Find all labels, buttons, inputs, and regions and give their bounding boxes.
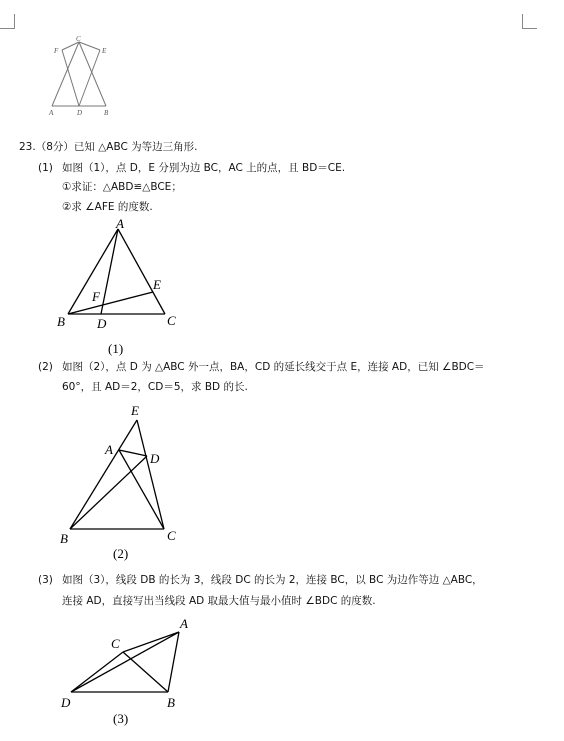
fig1-segment-be — [68, 292, 153, 314]
part1-tag: (1) — [38, 162, 53, 174]
part1-text: 如图（1），点 D，E 分别为边 BC，AC 上的点，且 BD＝CE. — [62, 162, 346, 174]
fig1-side-ac — [118, 229, 165, 314]
fig3-side-ab — [168, 632, 179, 692]
fig3-side-bc — [123, 652, 168, 692]
fig1-label-d: D — [97, 316, 107, 331]
top-fig-label-a: A — [49, 109, 54, 116]
part3-line1: 如图（3），线段 DB 的长为 3，线段 DC 的长为 2，连接 BC，以 BC 为边作等边 △ABC， — [62, 574, 483, 586]
fig1-label-e: E — [153, 277, 161, 292]
fig3-segment-ad — [71, 632, 179, 692]
fig2-label-e: E — [131, 403, 139, 418]
fig1-label-f: F — [92, 289, 100, 304]
figure-2 — [55, 400, 195, 565]
part1-sub1: ①求证：△ABD≌△BCE； — [62, 181, 182, 193]
part2-line1: 如图（2），点 D 为 △ABC 外一点，BA，CD 的延长线交于点 E，连接 AD，已知 ∠BDC＝ — [62, 361, 485, 373]
fig1-label-b: B — [57, 314, 65, 329]
top-fig-label-d: D — [77, 109, 83, 116]
part2-line2: 60°，且 AD＝2，CD＝5，求 BD 的长. — [62, 381, 248, 393]
part3-tag: (3) — [38, 574, 53, 586]
problem-score: （8分） — [35, 141, 74, 153]
top-fig-label-c: C — [76, 35, 81, 43]
problem-header — [19, 140, 198, 154]
fig2-segment-ad — [119, 450, 147, 456]
fig1-label-c: C — [167, 313, 176, 328]
fig3-segment-dc — [71, 652, 123, 692]
fig3-label-d: D — [61, 695, 71, 710]
top-figure — [40, 34, 120, 116]
problem-number: 23. — [19, 141, 36, 153]
part1-sub2: ②求 ∠AFE 的度数. — [62, 201, 153, 213]
fig3-side-ac — [123, 632, 179, 652]
fig3-caption: (3) — [113, 711, 129, 726]
fig1-caption: (1) — [108, 341, 124, 356]
fig2-label-b: B — [60, 531, 68, 546]
fig2-line-ce — [137, 420, 164, 529]
fig3-label-b: B — [167, 695, 175, 710]
crop-mark-top-right — [522, 14, 537, 29]
top-fig-label-e: E — [102, 47, 107, 55]
part2-tag: (2) — [38, 361, 53, 373]
crop-mark-top-left — [0, 14, 15, 29]
fig2-label-a: A — [105, 442, 113, 457]
part3-line2: 连接 AD，直接写出当线段 AD 取最大值与最小值时 ∠BDC 的度数. — [62, 595, 376, 607]
fig2-caption: (2) — [113, 546, 129, 561]
top-fig-label-b: B — [104, 109, 109, 116]
problem-statement: 已知 △ABC 为等边三角形. — [73, 141, 198, 153]
fig3-label-c: C — [111, 636, 120, 651]
fig2-label-c: C — [167, 528, 176, 543]
fig3-label-a: A — [180, 616, 188, 631]
top-fig-label-f: F — [54, 47, 59, 55]
figure-3 — [55, 612, 205, 730]
figure-1 — [55, 215, 195, 360]
fig2-label-d: D — [150, 451, 160, 466]
fig1-label-a: A — [116, 216, 124, 231]
